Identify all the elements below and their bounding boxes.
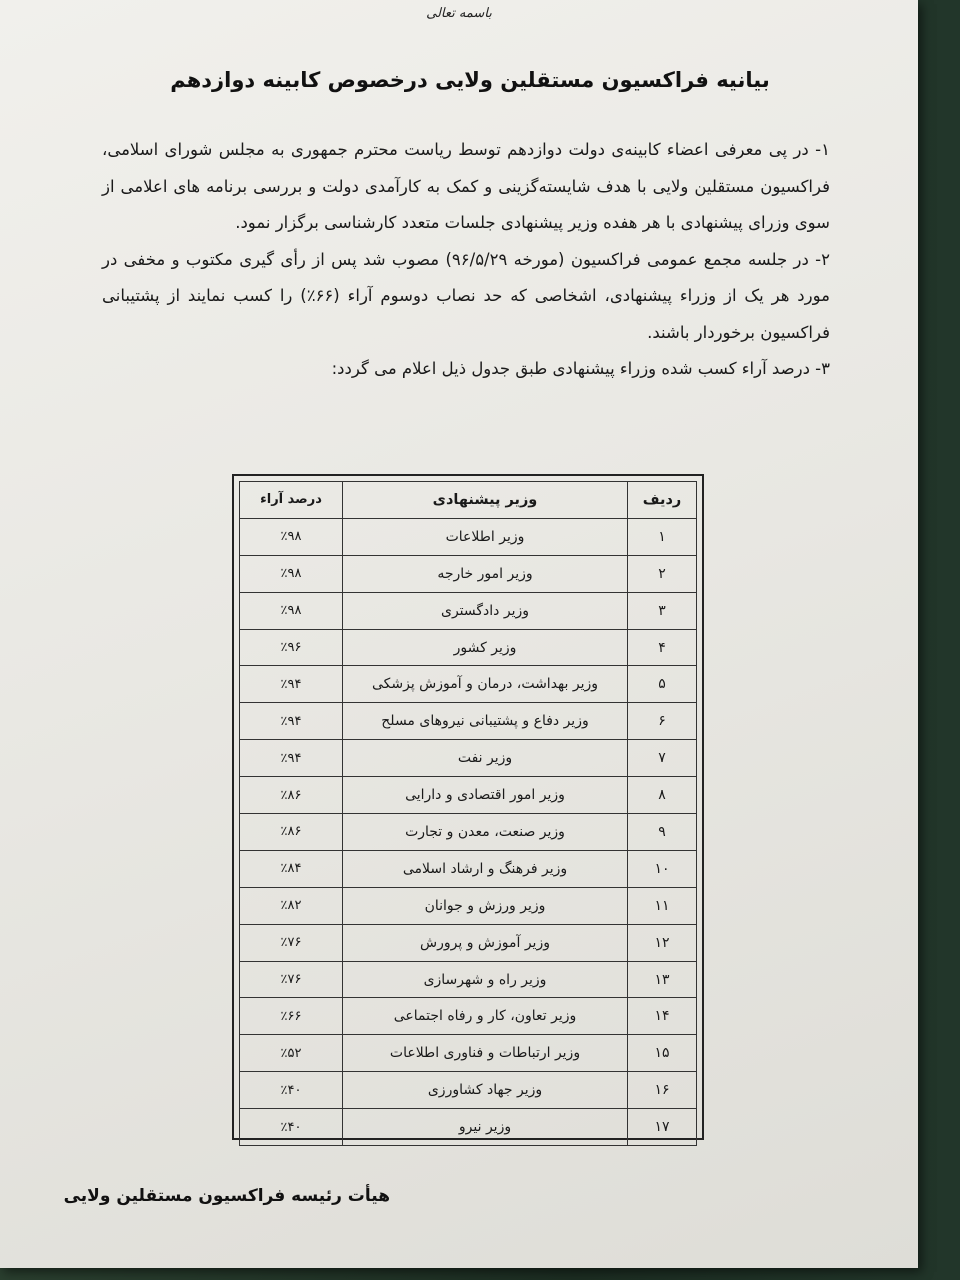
row-index: ۸ bbox=[628, 777, 697, 814]
row-minister: وزیر امور خارجه bbox=[343, 555, 628, 592]
table-row bbox=[240, 1035, 697, 1072]
row-index: ۱۲ bbox=[628, 924, 697, 961]
row-index: ۲ bbox=[628, 555, 697, 592]
row-percent: ٪۷۶ bbox=[240, 924, 343, 961]
paragraph-3: ۳- درصد آراء کسب شده وزراء پیشنهادی طبق جدول ذیل اعلام می گردد: bbox=[331, 359, 830, 378]
row-minister: وزیر دادگستری bbox=[343, 592, 628, 629]
row-minister: وزیر اطلاعات bbox=[343, 518, 628, 555]
row-percent: ٪۷۶ bbox=[240, 961, 343, 998]
table-row bbox=[240, 998, 697, 1035]
row-index: ۱۴ bbox=[628, 998, 697, 1035]
table-row bbox=[240, 703, 697, 740]
row-minister: وزیر جهاد کشاورزی bbox=[343, 1072, 628, 1109]
row-minister: وزیر راه و شهرسازی bbox=[343, 961, 628, 998]
row-percent: ٪۶۶ bbox=[240, 998, 343, 1035]
row-percent: ٪۹۶ bbox=[240, 629, 343, 666]
table-row bbox=[240, 777, 697, 814]
row-index: ۹ bbox=[628, 814, 697, 851]
table-row bbox=[240, 592, 697, 629]
table-row bbox=[240, 814, 697, 851]
row-index: ۱۵ bbox=[628, 1035, 697, 1072]
row-minister: وزیر دفاع و پشتیبانی نیروهای مسلح bbox=[343, 703, 628, 740]
row-percent: ٪۹۴ bbox=[240, 740, 343, 777]
header-index: ردیف bbox=[628, 482, 697, 519]
row-index: ۱۱ bbox=[628, 887, 697, 924]
row-minister: وزیر بهداشت، درمان و آموزش پزشکی bbox=[343, 666, 628, 703]
votes-table bbox=[239, 481, 697, 1146]
row-index: ۱۶ bbox=[628, 1072, 697, 1109]
table-header-row bbox=[240, 482, 697, 519]
table-row bbox=[240, 1072, 697, 1109]
row-index: ۶ bbox=[628, 703, 697, 740]
page-title: بیانیه فراکسیون مستقلین ولایی درخصوص کابینه دوازدهم bbox=[170, 68, 770, 92]
row-percent: ٪۹۴ bbox=[240, 703, 343, 740]
row-percent: ٪۴۰ bbox=[240, 1072, 343, 1109]
row-minister: وزیر آموزش و پرورش bbox=[343, 924, 628, 961]
row-percent: ٪۸۴ bbox=[240, 850, 343, 887]
table-row bbox=[240, 555, 697, 592]
row-index: ۱ bbox=[628, 518, 697, 555]
signature-line: هیأت رئیسه فراکسیون مستقلین ولایی bbox=[63, 1186, 390, 1206]
row-percent: ٪۹۸ bbox=[240, 518, 343, 555]
paragraph-1: ۱- در پی معرفی اعضاء کابینه‌ی دولت دوازدهم توسط ریاست محترم جمهوری به مجلس شورای اسلامی، فراکسیون مستقلین ولایی با هدف شایسته‌گزینی و کمک به کارآمدی دولت و بررسی برنامه های اعلامی از سوی وزرای پیشنهادی با هر هفده وزیر پیشنهادی جلسات متعدد کارشناسی برگزار نمود. bbox=[102, 140, 830, 232]
table-row bbox=[240, 850, 697, 887]
statement-body bbox=[102, 132, 830, 388]
header-percent: درصد آراء bbox=[240, 482, 343, 519]
row-index: ۱۰ bbox=[628, 850, 697, 887]
row-percent: ٪۸۶ bbox=[240, 777, 343, 814]
row-index: ۵ bbox=[628, 666, 697, 703]
row-minister: وزیر ورزش و جوانان bbox=[343, 887, 628, 924]
row-minister: وزیر تعاون، کار و رفاه اجتماعی bbox=[343, 998, 628, 1035]
row-percent: ٪۹۸ bbox=[240, 592, 343, 629]
table-row bbox=[240, 629, 697, 666]
table-row bbox=[240, 961, 697, 998]
table-row bbox=[240, 666, 697, 703]
row-minister: وزیر کشور bbox=[343, 629, 628, 666]
row-percent: ٪۹۸ bbox=[240, 555, 343, 592]
table-row bbox=[240, 1109, 697, 1146]
row-minister: وزیر صنعت، معدن و تجارت bbox=[343, 814, 628, 851]
page-header: باسمه تعالی bbox=[426, 6, 492, 21]
row-percent: ٪۴۰ bbox=[240, 1109, 343, 1146]
row-percent: ٪۵۲ bbox=[240, 1035, 343, 1072]
row-index: ۳ bbox=[628, 592, 697, 629]
table-row bbox=[240, 518, 697, 555]
header-minister: وزیر پیشنهادی bbox=[343, 482, 628, 519]
row-minister: وزیر فرهنگ و ارشاد اسلامی bbox=[343, 850, 628, 887]
table-row bbox=[240, 924, 697, 961]
paragraph-2: ۲- در جلسه مجمع عمومی فراکسیون (مورخه ۹۶/۵/۲۹) مصوب شد پس از رأی گیری مکتوب و مخفی در مورد هر یک از وزراء پیشنهادی، اشخاصی که حد نصاب دوسوم آراء (۶۶٪) را کسب نمایند از پشتیبانی فراکسیون برخوردار باشند. bbox=[102, 249, 830, 342]
row-minister: وزیر نفت bbox=[343, 740, 628, 777]
table-row bbox=[240, 740, 697, 777]
row-index: ۴ bbox=[628, 629, 697, 666]
row-minister: وزیر نیرو bbox=[343, 1109, 628, 1146]
row-minister: وزیر ارتباطات و فناوری اطلاعات bbox=[343, 1035, 628, 1072]
votes-table-frame bbox=[232, 474, 704, 1140]
table-body bbox=[240, 518, 697, 1145]
row-index: ۱۷ bbox=[628, 1109, 697, 1146]
table-row bbox=[240, 887, 697, 924]
row-percent: ٪۸۲ bbox=[240, 887, 343, 924]
row-index: ۷ bbox=[628, 740, 697, 777]
row-percent: ٪۸۶ bbox=[240, 814, 343, 851]
row-index: ۱۳ bbox=[628, 961, 697, 998]
row-percent: ٪۹۴ bbox=[240, 666, 343, 703]
row-minister: وزیر امور اقتصادی و دارایی bbox=[343, 777, 628, 814]
